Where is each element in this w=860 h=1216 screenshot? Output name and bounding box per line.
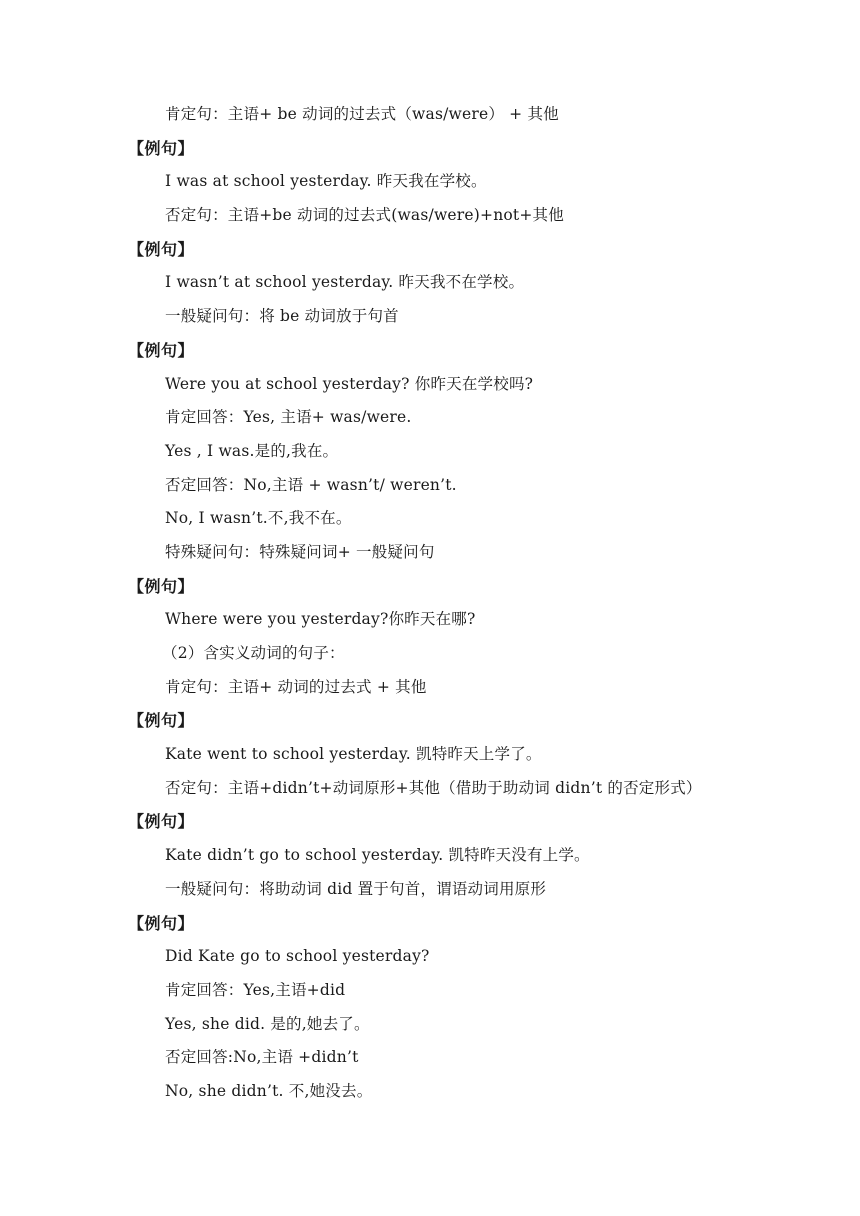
- example-sentence: No, I wasn’t.不,我不在。: [165, 509, 352, 528]
- example-sentence: Yes, she did. 是的,她去了。: [165, 1014, 370, 1033]
- example-sentence: Were you at school yesterday? 你昨天在学校吗?: [165, 374, 534, 393]
- example-sentence: I wasn’t at school yesterday. 昨天我不在学校。: [165, 273, 525, 292]
- example-heading: 【例句】: [128, 711, 195, 731]
- example-sentence: Kate didn’t go to school yesterday. 凯特昨天没有上学。: [165, 846, 590, 865]
- rule-negative-answer: 否定回答:No,主语 +didn’t: [165, 1048, 359, 1067]
- rule-affirmative-answer: 肯定回答：Yes,主语+did: [165, 980, 346, 999]
- example-heading: 【例句】: [128, 812, 195, 832]
- rule-special-question: 特殊疑问句：特殊疑问词+ 一般疑问句: [165, 542, 435, 561]
- example-heading: 【例句】: [128, 576, 195, 596]
- rule-question-be: 一般疑问句：将 be 动词放于句首: [165, 307, 399, 326]
- example-heading: 【例句】: [128, 138, 195, 158]
- example-heading: 【例句】: [128, 239, 195, 259]
- example-sentence: No, she didn’t. 不,她没去。: [165, 1081, 373, 1100]
- rule-negative-answer: 否定回答：No,主语 + wasn’t/ weren’t.: [165, 475, 457, 494]
- example-sentence: Yes , I was.是的,我在。: [165, 441, 339, 460]
- section-subheading: （2）含实义动词的句子：: [162, 644, 345, 662]
- rule-negative-be: 否定句：主语+be 动词的过去式(was/were)+not+其他: [165, 206, 564, 225]
- example-sentence: I was at school yesterday. 昨天我在学校。: [165, 172, 487, 191]
- example-heading: 【例句】: [128, 913, 195, 933]
- rule-affirmative-verb: 肯定句：主语+ 动词的过去式 + 其他: [165, 677, 427, 696]
- example-sentence: Where were you yesterday?你昨天在哪?: [165, 610, 476, 629]
- example-sentence: Did Kate go to school yesterday?: [165, 947, 430, 966]
- document-page: [0, 98, 860, 1109]
- rule-affirmative-answer: 肯定回答：Yes, 主语+ was/were.: [165, 408, 412, 427]
- rule-affirmative-be: 肯定句：主语+ be 动词的过去式（was/were） + 其他: [165, 105, 559, 123]
- example-sentence: Kate went to school yesterday. 凯特昨天上学了。: [165, 745, 542, 764]
- example-heading: 【例句】: [128, 340, 195, 360]
- rule-negative-verb: 否定句：主语+didn’t+动词原形+其他（借助于助动词 didn’t 的否定形式）: [165, 778, 702, 797]
- rule-question-verb: 一般疑问句：将助动词 did 置于句首，谓语动词用原形: [165, 879, 547, 898]
